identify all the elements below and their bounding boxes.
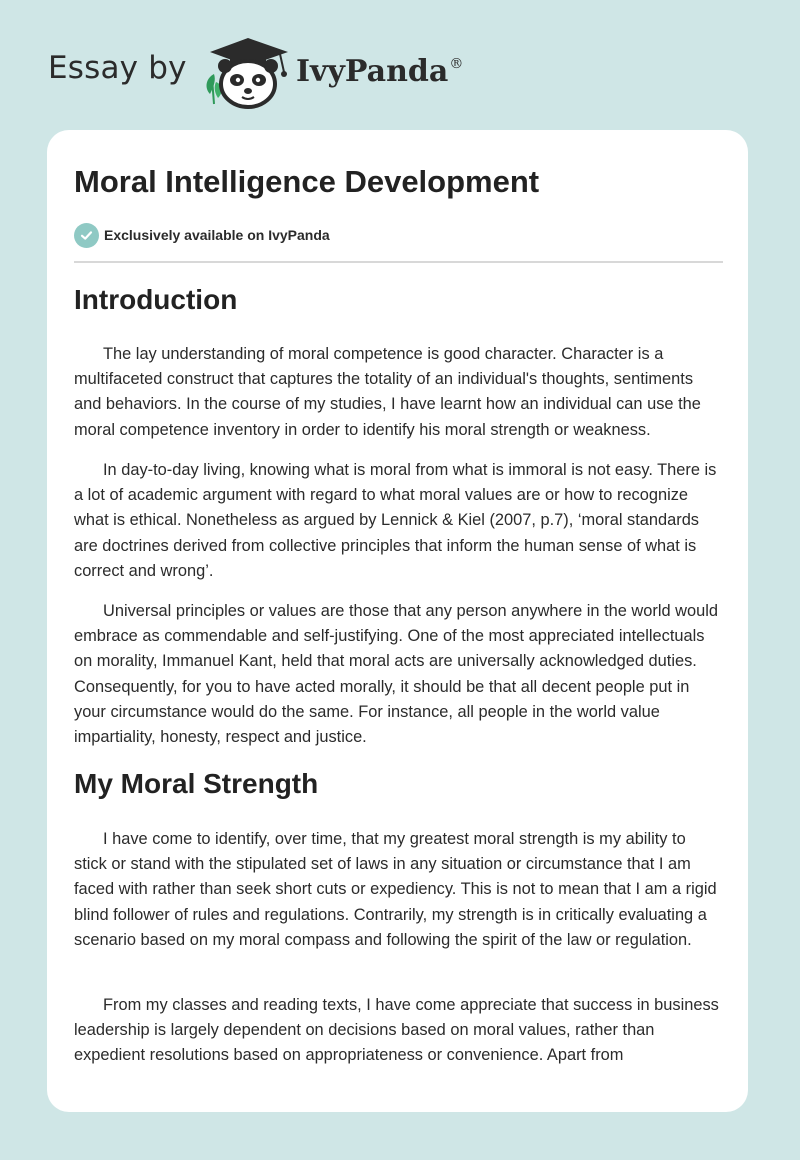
title-divider [74,261,723,263]
availability-label: Exclusively available on IvyPanda [104,227,330,243]
paragraph: From my classes and reading texts, I have come appreciate that success in business leadership is largely dependent on decisions based on moral values, rather than expedient resolutions based on appropriateness or convenience. Apart from [74,996,719,1065]
brand-name-text: IvyPanda [296,54,449,89]
registered-mark: ® [449,56,464,72]
availability-badge [74,222,330,248]
section-heading-moral-strength: My Moral Strength [74,768,319,799]
essay-card [47,130,748,1112]
site-header [0,0,800,130]
paragraph: Universal principles or values are those that any person anywhere in the world would embrace as commendable and self-justifying. One of the most appreciated intellectuals on morality, Immanuel Kant, held that moral acts are universally acknowledged duties. Consequently, for you to have acted morally, it should be that all decent people put in your circumstance would do the same. For instance, all people in the world value impartiality, honesty, respect and justice. [74,602,718,747]
brand-name[interactable] [296,54,462,89]
leaf-icon [207,74,222,104]
check-icon [74,223,99,248]
brand-prefix: Essay by [48,50,187,86]
page-title: Moral Intelligence Development [74,164,540,199]
section-heading-introduction: Introduction [74,284,238,315]
panda-graduate-logo-icon[interactable] [200,34,296,110]
paragraph: In day-to-day living, knowing what is moral from what is immoral is not easy. There is a lot of academic argument with regard to what moral values are or how to recognize what is ethical. Nonetheless as argued by Lennick & Kiel (2007, p.7), ‘moral standards are doctrines derived from collective principles that inform the human sense of what is correct and wrong’. [74,461,717,580]
paragraph: The lay understanding of moral competence is good character. Character is a multifaceted construct that captures the totality of an individual's thoughts, sentiments and behaviors. In the course of my studies, I have learnt how an individual can use the moral competence inventory in order to identify his moral strength or weakness. [74,345,701,439]
paragraph: I have come to identify, over time, that my greatest moral strength is my ability to stick or stand with the stipulated set of laws in any situation or circumstance that I am faced with rather than seek short cuts or expediency. This is not to mean that I am a rigid blind follower of rules and regulations. Contrarily, my strength is in critically evaluating a scenario based on my moral compass and following the spirit of the law or regulation. [74,830,717,949]
